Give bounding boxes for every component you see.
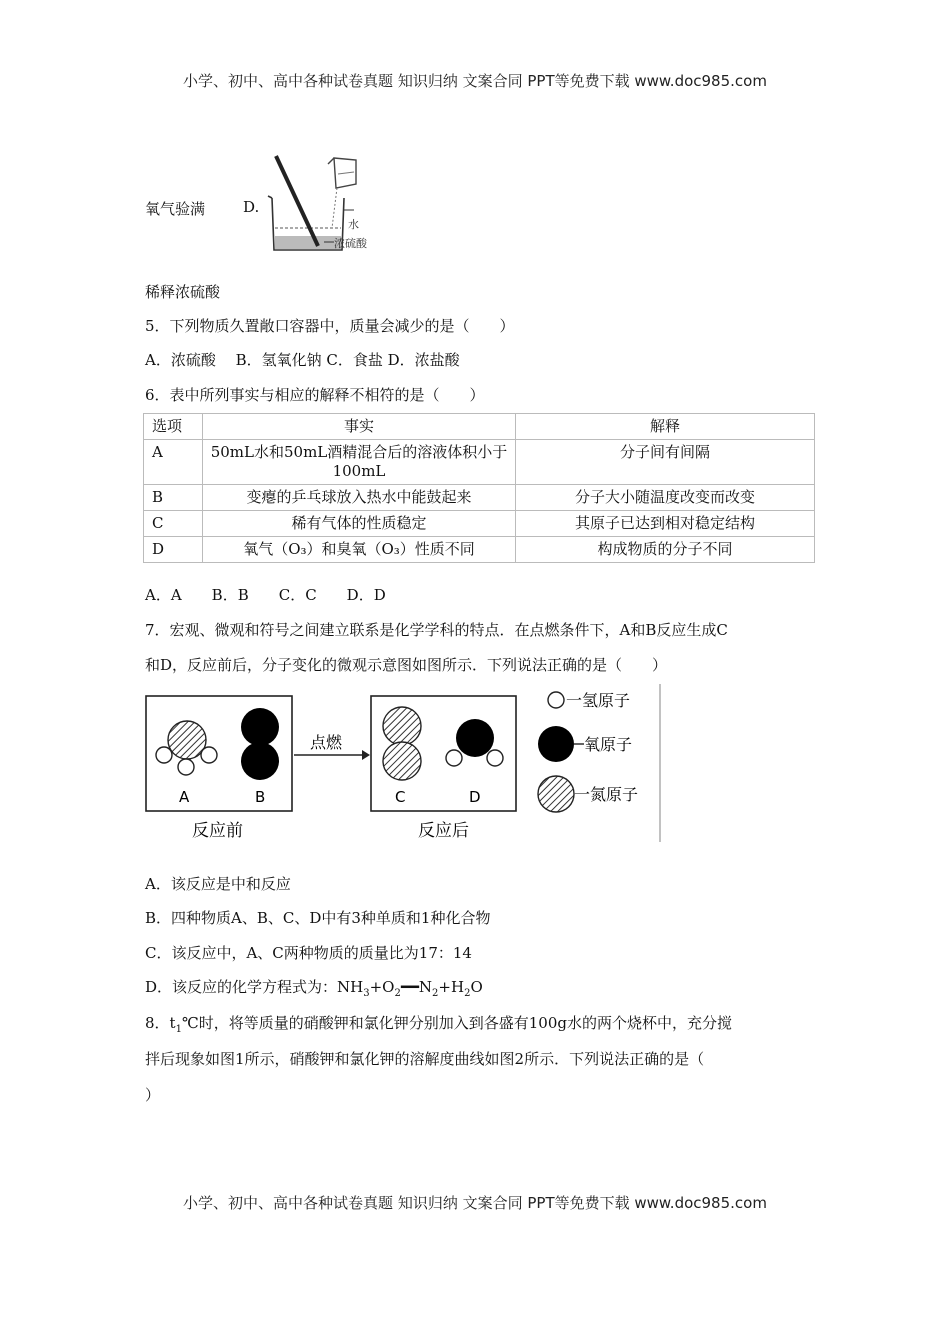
q8-stem-line2: 拌后现象如图1所示，硝酸钾和氯化钾的溶解度曲线如图2所示．下列说法正确的是（ bbox=[145, 1050, 705, 1068]
molecule-c-icon bbox=[383, 707, 421, 780]
q7-option-c: C．该反应中，A、C两种物质的质量比为17：14 bbox=[145, 944, 472, 962]
table-cell: 其原子已达到相对稳定结构 bbox=[516, 511, 815, 537]
water-label: 水 bbox=[348, 218, 359, 231]
facts-table bbox=[143, 413, 815, 563]
table-cell: 50mL水和50mL酒精混合后的溶液体积小于100mL bbox=[203, 440, 516, 485]
table-cell: 分子大小随温度改变而改变 bbox=[516, 485, 815, 511]
q7-option-b: B．四种物质A、B、C、D中有3种单质和1种化合物 bbox=[145, 909, 491, 927]
q7-option-a: A．该反应是中和反应 bbox=[145, 875, 291, 893]
molecule-a-icon bbox=[156, 721, 217, 775]
label-c: C bbox=[395, 788, 406, 806]
page-header: 小学、初中、高中各种试卷真题 知识归纳 文案合同 PPT等免费下载 www.doc985.com bbox=[183, 72, 767, 90]
q7-stem-line1: 7．宏观、微观和符号之间建立联系是化学学科的特点．在点燃条件下，A和B反应生成C bbox=[145, 621, 728, 639]
molecule-diagram bbox=[140, 684, 670, 844]
glass-rod-icon bbox=[276, 156, 318, 246]
table-cell: D bbox=[144, 537, 203, 563]
table-cell: 变瘪的乒乓球放入热水中能鼓起来 bbox=[203, 485, 516, 511]
q4-option-d-label: D. bbox=[243, 198, 260, 216]
table-cell: A bbox=[144, 440, 203, 485]
q6-stem: 6．表中所列事实与相应的解释不相符的是（ ） bbox=[145, 386, 485, 404]
pouring-beaker-icon bbox=[328, 158, 356, 188]
q6-options: A．A B．B C．C D．D bbox=[145, 586, 386, 604]
label-a: A bbox=[179, 788, 190, 806]
nitrogen-atom-icon bbox=[538, 776, 574, 812]
q8-stem-line3: ） bbox=[145, 1086, 161, 1104]
table-cell: 构成物质的分子不同 bbox=[516, 537, 815, 563]
table-cell: B bbox=[144, 485, 203, 511]
molecule-b-icon bbox=[241, 708, 279, 780]
molecule-d-icon bbox=[446, 719, 503, 766]
q4-option-c-caption: 氧气验满 bbox=[145, 200, 206, 218]
oxygen-atom-icon bbox=[538, 726, 574, 762]
before-caption: 反应前 bbox=[192, 821, 243, 841]
table-row bbox=[144, 537, 815, 563]
table-row bbox=[144, 511, 815, 537]
label-d: D bbox=[469, 788, 481, 806]
label-b: B bbox=[255, 788, 266, 806]
table-cell: 氧气（O₃）和臭氧（O₃）性质不同 bbox=[203, 537, 516, 563]
table-row bbox=[144, 485, 815, 511]
acid-label: 浓硫酸 bbox=[334, 237, 367, 250]
page-footer: 小学、初中、高中各种试卷真题 知识归纳 文案合同 PPT等免费下载 www.doc985.com bbox=[183, 1194, 767, 1212]
table-header-row bbox=[144, 414, 815, 440]
arrow-label: 点燃 bbox=[310, 733, 343, 752]
q7-option-d: D．该反应的化学方程式为：$NH_3+O_2━━N_2+H_2O$ bbox=[145, 978, 483, 999]
hydrogen-atom-icon bbox=[548, 692, 564, 708]
table-header-cell: 事实 bbox=[203, 414, 516, 440]
legend-hydrogen: 一氢原子 bbox=[566, 691, 631, 710]
after-caption: 反应后 bbox=[418, 821, 469, 841]
arrow-head-icon bbox=[362, 750, 370, 760]
legend-oxygen: 氧原子 bbox=[584, 735, 633, 754]
table-header-cell: 解释 bbox=[516, 414, 815, 440]
table-row bbox=[144, 440, 815, 485]
q7-stem-line2: 和D，反应前后，分子变化的微观示意图如图所示．下列说法正确的是（ ） bbox=[145, 656, 668, 674]
q5-stem: 5．下列物质久置敞口容器中，质量会减少的是（ ） bbox=[145, 317, 515, 335]
legend-nitrogen: 一氮原子 bbox=[574, 785, 639, 804]
q8-stem-line1: 8．$t_1℃$时，将等质量的硝酸钾和氯化钾分别加入到各盛有100g水的两个烧杯中，充分搅 bbox=[145, 1014, 732, 1035]
q5-options: A．浓硫酸 B．氢氧化钠 C．食盐 D．浓盐酸 bbox=[145, 351, 460, 369]
dilute-acid-figure bbox=[262, 150, 367, 255]
table-cell: 分子间有间隔 bbox=[516, 440, 815, 485]
table-cell: C bbox=[144, 511, 203, 537]
table-cell: 稀有气体的性质稳定 bbox=[203, 511, 516, 537]
q4-option-d-caption: 稀释浓硫酸 bbox=[145, 283, 221, 301]
table-header-cell: 选项 bbox=[144, 414, 203, 440]
